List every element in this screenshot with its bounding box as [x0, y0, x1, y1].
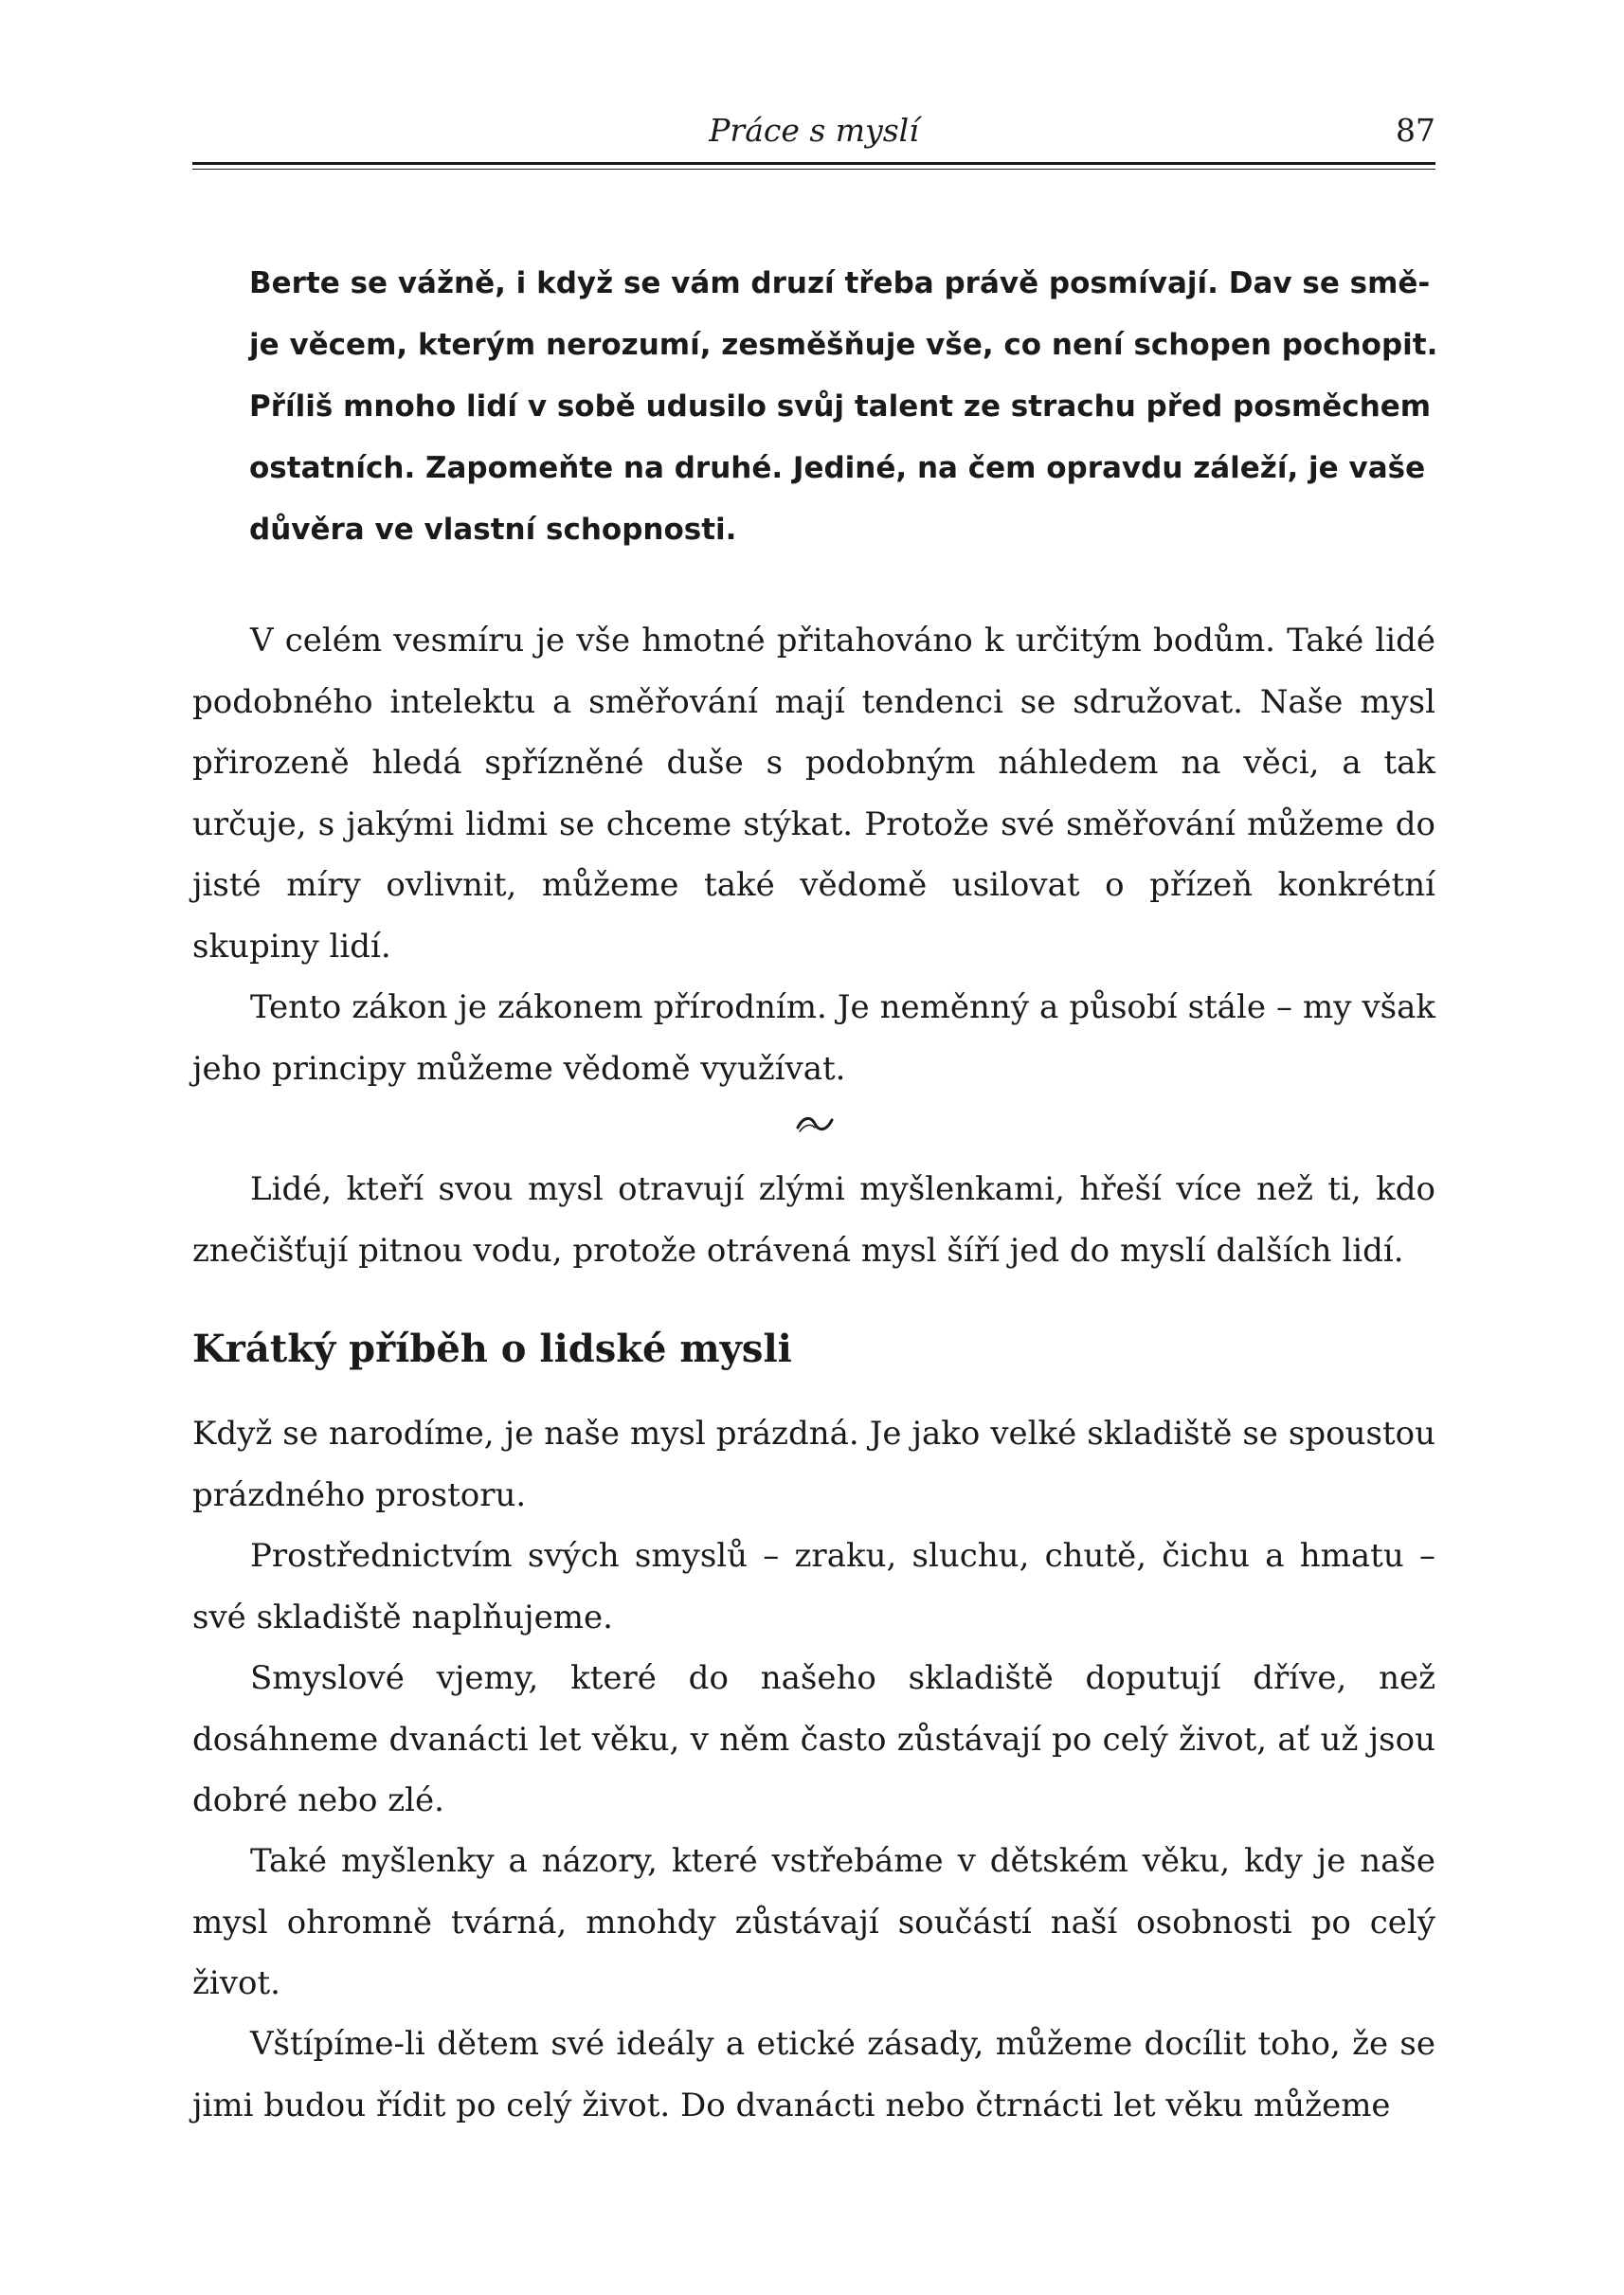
paragraph-childhood-ideas: Také myšlenky a názory, které vstřebáme v dětském věku, kdy je naše mysl ohromně tvárná, mnohdy zůstávají součástí naší osobnosti po celý život.: [192, 1842, 1435, 2002]
running-header: [192, 106, 1435, 165]
quote-line: Berte se vážně, i když se vám druzí třeba právě posmívají. Dav se smě-: [249, 266, 1431, 300]
paragraph-instilling-ideals: Vštípíme-li dětem své ideály a etické zásady, můžeme docílit toho, že se jimi budou řídit po celý život. Do dvanácti nebo čtrnácti let věku můžeme: [192, 2025, 1435, 2124]
bold-quote: [249, 253, 1438, 561]
quote-line: je věcem, kterým nerozumí, zesměšňuje vše, co není schopen pochopit.: [249, 328, 1438, 362]
paragraph-attraction: V celém vesmíru je vše hmotné přitahováno k určitým bodům. Také lidé podobného intelektu a směřování mají tendenci se sdružovat. Naše mysl přirozeně hledá spřízněné duše s podobným náhledem na věci, a tak určuje, s jakými lidmi se chceme stýkat. Protože své směřování můžeme do jisté míry ovlivnit, můžeme také vědomě usilovat o přízeň konkrétní skupiny lidí.: [192, 622, 1435, 966]
quote-line: ostatních. Zapomeňte na druhé. Jediné, na čem opravdu záleží, je vaše: [249, 451, 1426, 485]
swash-ornament-icon: [796, 1112, 834, 1135]
paragraph-empty-mind: Když se narodíme, je naše mysl prázdná. Je jako velké skladiště se spoustou prázdného prostoru.: [192, 1415, 1435, 1514]
section-heading: Krátký příběh o lidské mysli: [192, 1327, 792, 1371]
header-rule-thin: [192, 169, 1435, 170]
quote-line: důvěra ve vlastní schopnosti.: [249, 513, 737, 547]
paragraph-natural-law: Tento zákon je zákonem přírodním. Je neměnný a působí stále – my však jeho principy můžeme vědomě využívat.: [192, 988, 1435, 1088]
quote-line: Příliš mnoho lidí v sobě udusilo svůj talent ze strachu před posměchem: [249, 389, 1432, 424]
page-number: 87: [1396, 112, 1435, 149]
running-title: Práce s myslí: [709, 112, 919, 149]
paragraph-sensory-impressions: Smyslové vjemy, které do našeho skladiště doputují dříve, než dosáhneme dvanácti let věku, v něm často zůstávají po celý život, ať už jsou dobré nebo zlé.: [192, 1659, 1435, 1819]
paragraph-poisoned-mind: Lidé, kteří svou mysl otravují zlými myšlenkami, hřeší více než ti, kdo znečišťují pitnou vodu, protože otrávená mysl šíří jed do myslí dalších lidí.: [192, 1170, 1435, 1270]
header-rule-thick: [192, 162, 1435, 165]
paragraph-senses: Prostřednictvím svých smyslů – zraku, sluchu, chutě, čichu a hmatu – své skladiště naplňujeme.: [192, 1537, 1435, 1636]
